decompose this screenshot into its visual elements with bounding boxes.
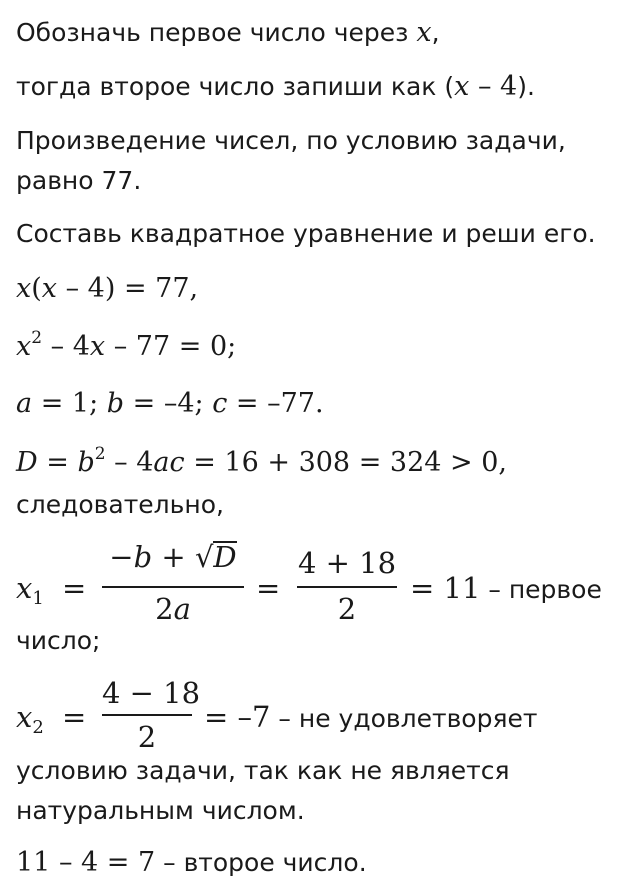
line-compose-equation: Составь квадратное уравнение и реши его. <box>16 219 596 248</box>
equation-1: x(x – 4) = 77, <box>16 273 199 304</box>
line-final: 11 – 4 = 7 – второе число. <box>16 847 367 878</box>
x2-equals: = <box>62 700 87 734</box>
equation-2: $x^2 - 4x - 77 = 0$; <box>16 328 237 362</box>
line-hence: следовательно, <box>16 490 224 519</box>
x2-result: = –7 – не удовлетворяет <box>204 700 538 734</box>
root-x1-formula <box>16 538 616 648</box>
line-x2-tail-1: условию задачи, так как не является <box>16 756 510 785</box>
line-define-first: Обозначь первое число через x, <box>16 17 440 48</box>
line-product-2: равно 77. <box>16 166 142 195</box>
x1-fraction-numeric: 4 + 18 2 <box>297 546 397 626</box>
x1-numerator: −b + √D <box>109 540 237 574</box>
x1-equals: = <box>62 571 87 605</box>
x2-label: $x_2$ <box>16 700 44 738</box>
x1-fraction-bar <box>102 586 244 588</box>
line-x2-tail-2: натуральным числом. <box>16 796 305 825</box>
line-product-1: Произведение чисел, по условию задачи, <box>16 126 566 155</box>
coefficients: a = 1; b = –4; c = –77. <box>16 388 324 419</box>
line-define-second: тогда второе число запиши как (x – 4). <box>16 71 535 102</box>
discriminant: $D = b^2 - 4ac = 16 + 308 = 324 > 0$, <box>16 444 507 478</box>
x1-label: $x_1$ <box>16 571 44 609</box>
x1-result: = 11 – первое <box>410 571 602 605</box>
x1-equals-2: = <box>256 571 281 605</box>
x1-fraction-general <box>102 538 244 630</box>
x1-denominator: 2a <box>155 592 191 626</box>
x2-fraction: 4 − 18 2 <box>102 676 201 754</box>
line-x1-tail: число; <box>16 626 101 655</box>
